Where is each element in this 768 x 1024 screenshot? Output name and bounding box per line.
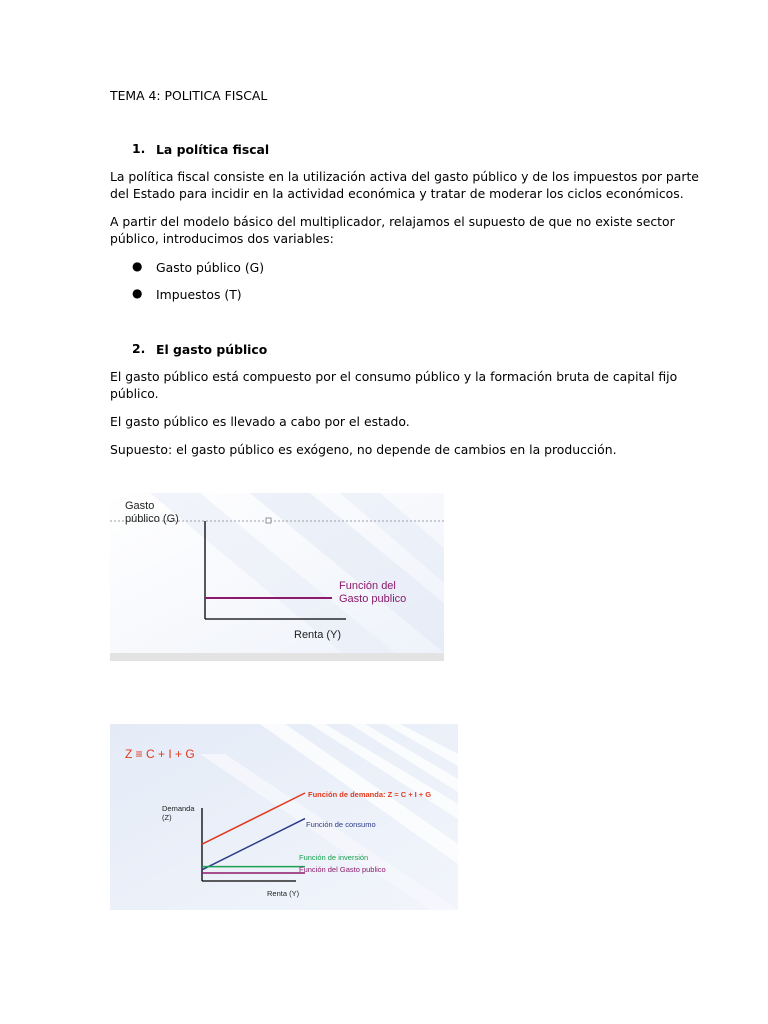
figure1-bottom-bar bbox=[110, 653, 444, 661]
bullet-icon: ● bbox=[132, 286, 143, 300]
document-title: TEMA 4: POLITICA FISCAL bbox=[110, 88, 268, 103]
figure1-svg bbox=[110, 493, 444, 661]
bullet-icon: ● bbox=[132, 259, 143, 273]
section1-paragraph2-line1: A partir del modelo básico del multiplicador, relajamos el supuesto de que no existe sector bbox=[110, 214, 675, 229]
figure1-handle-icon bbox=[266, 518, 271, 523]
section2-number: 2. bbox=[132, 341, 146, 356]
section2-paragraph1-line2: público. bbox=[110, 386, 159, 401]
figure1-ylabel-line2: público (G) bbox=[125, 513, 179, 525]
section1-paragraph2-line2: público, introducimos dos variables: bbox=[110, 231, 334, 246]
figure1-series-label-line2: Gasto publico bbox=[339, 593, 407, 605]
section2-paragraph3: Supuesto: el gasto público es exógeno, no depende de cambios en la producción. bbox=[110, 442, 617, 457]
section1-heading: La política fiscal bbox=[156, 142, 270, 157]
figure1-ylabel-line1: Gasto bbox=[125, 500, 155, 512]
section1-paragraph1-line2: del Estado para incidir en la actividad económica y tratar de moderar los ciclos económicos. bbox=[110, 186, 684, 201]
figure2-ylabel-line1: Demanda bbox=[162, 804, 195, 813]
figure2-svg bbox=[110, 724, 458, 910]
section2-heading: El gasto público bbox=[156, 342, 268, 357]
figure2-title: Z ≡ C + I + G bbox=[125, 747, 195, 761]
section2-paragraph2: El gasto público es llevado a cabo por el estado. bbox=[110, 414, 410, 429]
bullet-item-impuestos: Impuestos (T) bbox=[156, 287, 242, 302]
figure-demanda-agregada bbox=[110, 724, 458, 910]
section2-paragraph1-line1: El gasto público está compuesto por el consumo público y la formación bruta de capital fijo bbox=[110, 369, 678, 384]
figure1-series-label-line1: Función del bbox=[339, 580, 396, 592]
bullet-item-gasto: Gasto público (G) bbox=[156, 260, 265, 275]
section1-number: 1. bbox=[132, 141, 146, 156]
figure2-series-label-gasto: Función del Gasto publico bbox=[299, 865, 386, 874]
figure2-series-label-demanda: Función de demanda: Z = C + I + G bbox=[308, 790, 432, 799]
figure2-series-label-inversion: Función de inversión bbox=[299, 853, 369, 862]
figure-gasto-publico bbox=[110, 493, 444, 661]
figure1-xlabel: Renta (Y) bbox=[294, 629, 342, 641]
figure2-ylabel-line2: (Z) bbox=[162, 813, 172, 822]
figure2-series-label-consumo: Función de consumo bbox=[306, 820, 376, 829]
figure2-xlabel: Renta (Y) bbox=[267, 889, 300, 898]
section1-paragraph1-line1: La política fiscal consiste en la utilización activa del gasto público y de los impuestos por parte bbox=[110, 169, 699, 184]
